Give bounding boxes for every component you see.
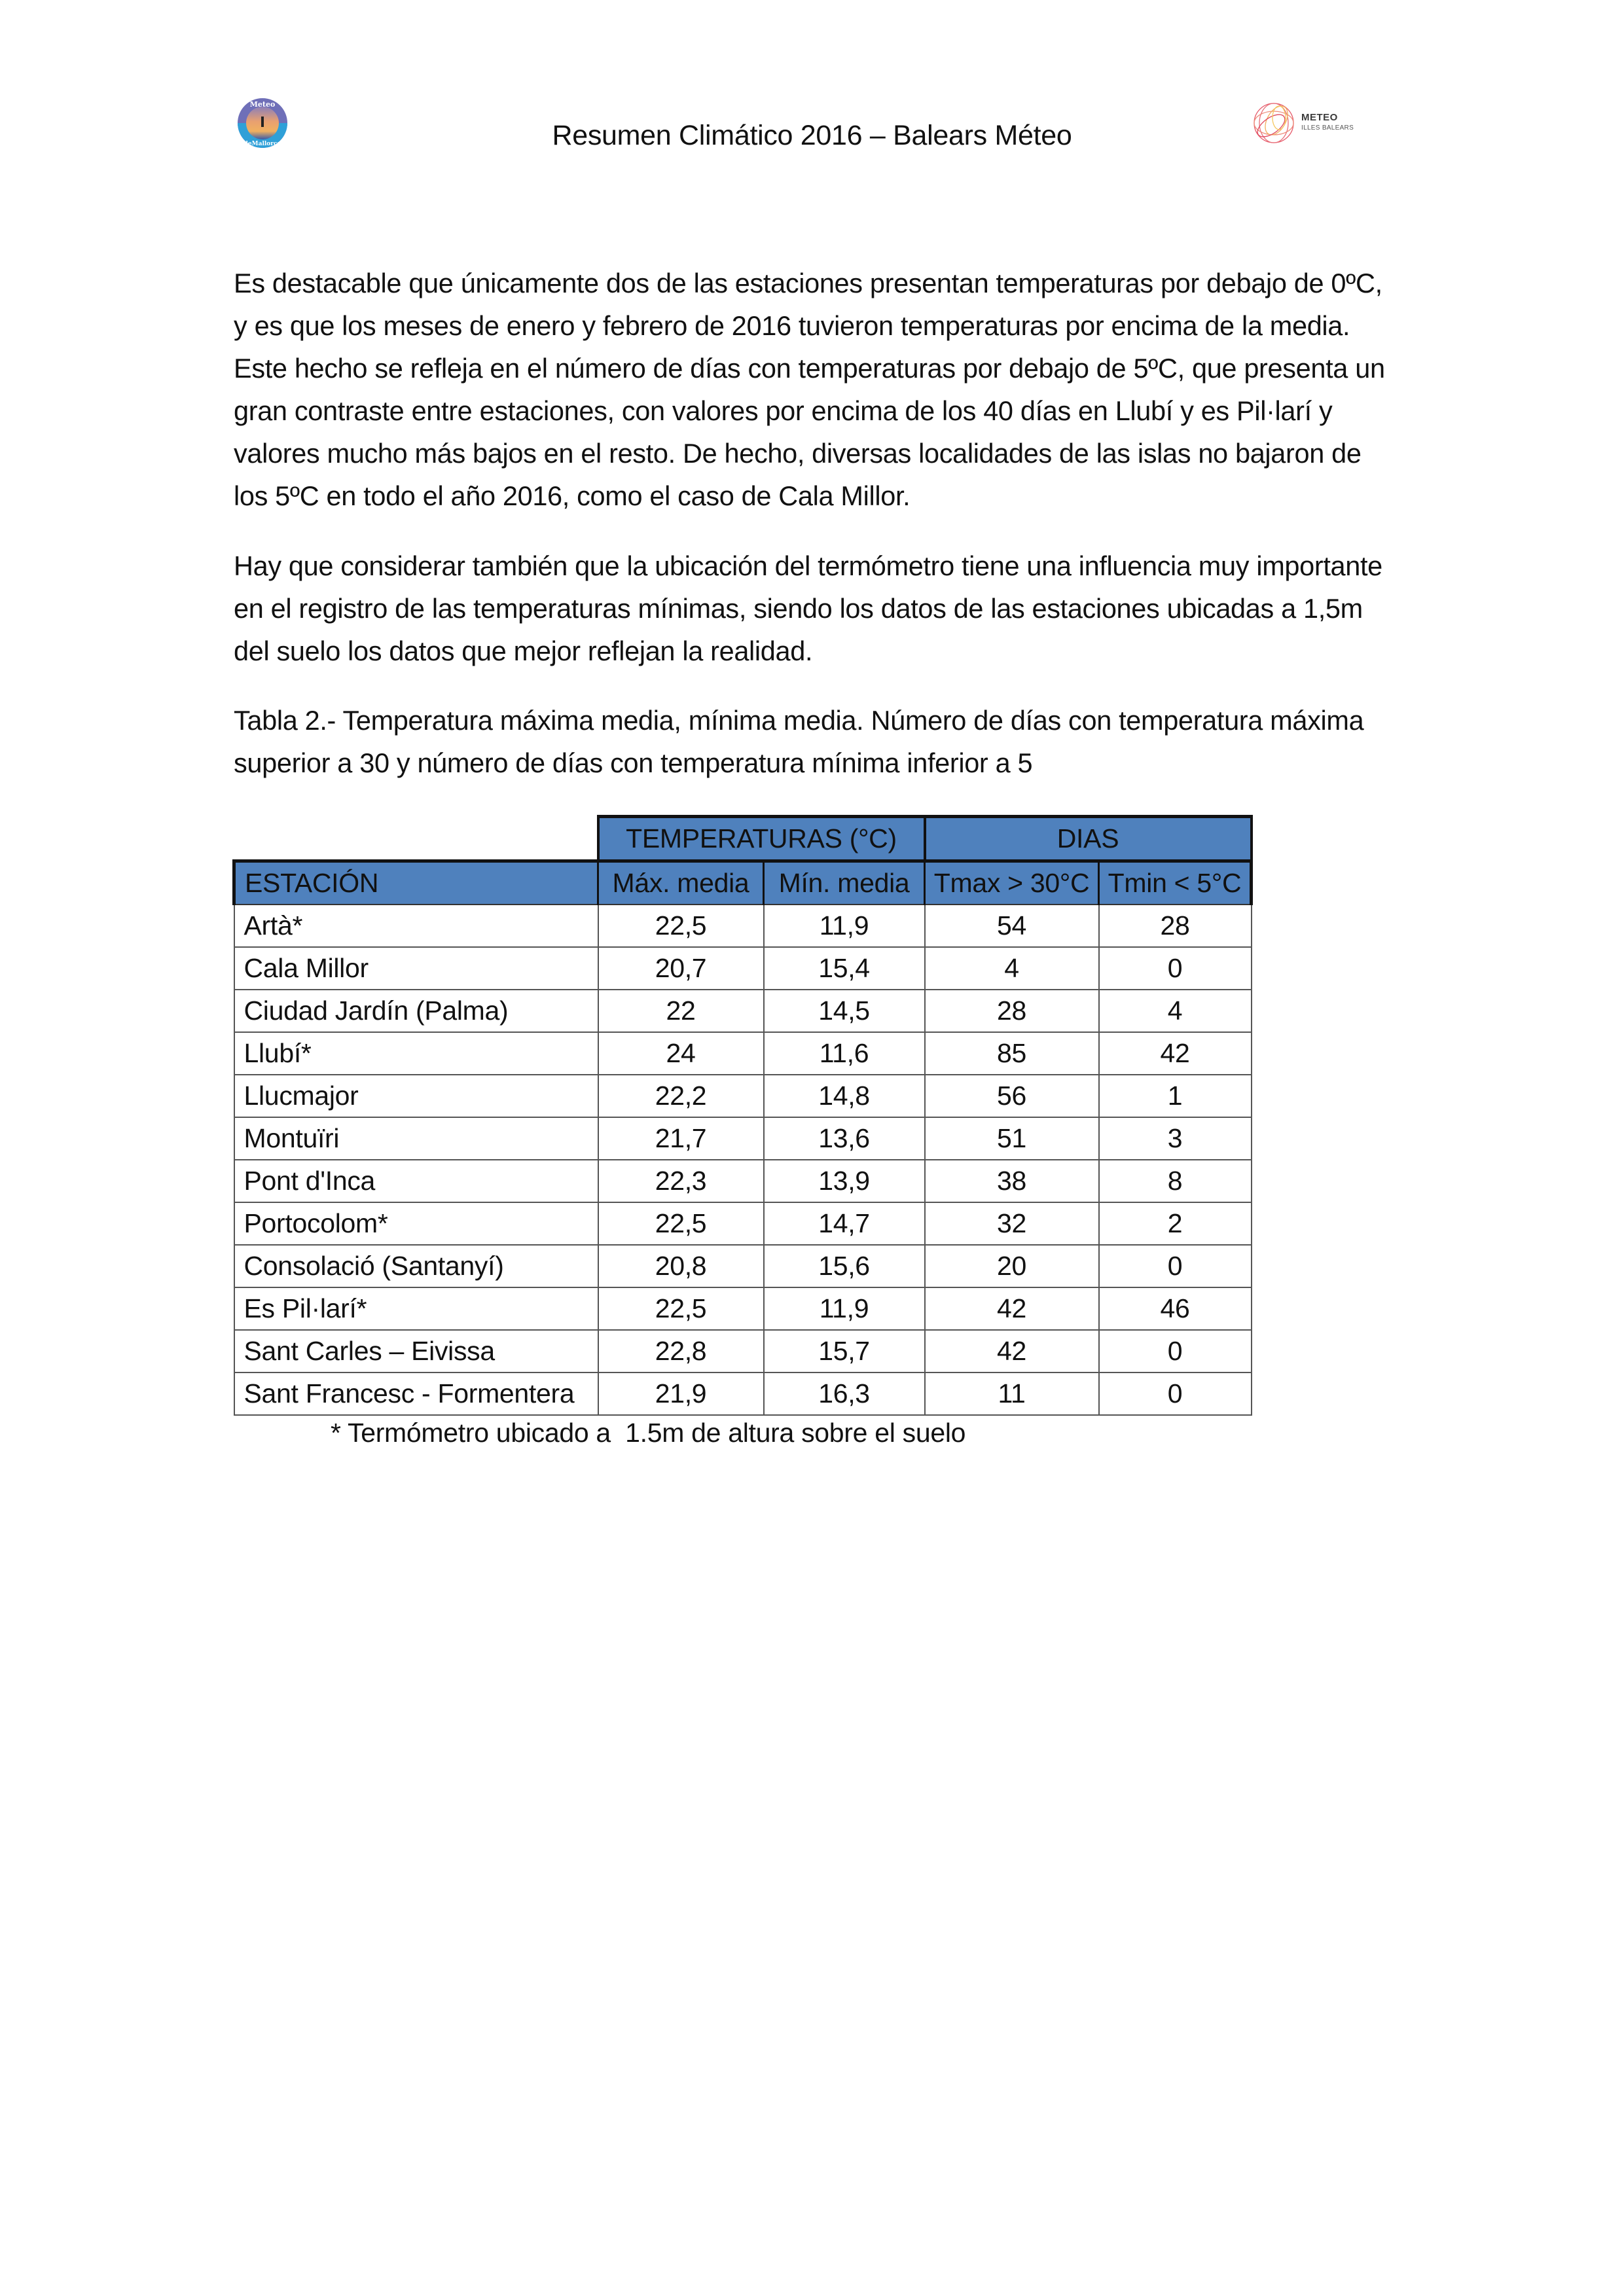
station-name: Portocolom* [234, 1202, 598, 1245]
days-tmax-over-30: 85 [925, 1032, 1099, 1075]
table-row [234, 1330, 1252, 1372]
min-mean-value: 15,6 [764, 1245, 925, 1287]
min-mean-value: 11,6 [764, 1032, 925, 1075]
group-header-row [234, 817, 1252, 861]
max-mean-value: 22,3 [598, 1160, 764, 1202]
svg-text:Meteo: Meteo [249, 100, 276, 109]
min-mean-value: 14,8 [764, 1075, 925, 1117]
station-name: Es Pil·larí* [234, 1287, 598, 1330]
days-tmin-under-5: 42 [1099, 1032, 1252, 1075]
max-mean-value: 24 [598, 1032, 764, 1075]
days-tmax-over-30: 4 [925, 947, 1099, 990]
min-mean-value: 14,7 [764, 1202, 925, 1245]
days-tmin-under-5: 1 [1099, 1075, 1252, 1117]
climate-table [232, 815, 1253, 1416]
group-header-temperatures: TEMPERATURAS (°C) [598, 817, 925, 861]
station-name: Montuïri [234, 1117, 598, 1160]
paragraph-intro: Es destacable que únicamente dos de las estaciones presentan temperaturas por debajo de 0ºC, y es que los meses de enero y febrero de 2016 tuvieron temperaturas por encima de la media. Este hecho se refleja en el número de días con temperaturas por debajo de 5ºC, que presenta un gran contraste entre estaciones, con valores por encima de los 40 días en Llubí y es Pil·larí y valores mucho más bajos en el resto. De hecho, diversas localidades de las islas no bajaron de los 5ºC en todo el año 2016, como el caso de Cala Millor. [234, 268, 1385, 511]
column-header-tmax-over-30: Tmax > 30°C [925, 861, 1099, 905]
days-tmax-over-30: 28 [925, 990, 1099, 1032]
column-header-min-mean: Mín. media [764, 861, 925, 905]
days-tmin-under-5: 3 [1099, 1117, 1252, 1160]
column-header-row [234, 861, 1252, 905]
days-tmax-over-30: 42 [925, 1330, 1099, 1372]
table-row [234, 1032, 1252, 1075]
table-row [234, 990, 1252, 1032]
max-mean-value: 22,5 [598, 1202, 764, 1245]
max-mean-value: 22,8 [598, 1330, 764, 1372]
svg-text:deMallorca: deMallorca [244, 141, 281, 147]
days-tmin-under-5: 46 [1099, 1287, 1252, 1330]
group-header-days: DIAS [925, 817, 1252, 861]
table-caption: Tabla 2.- Temperatura máxima media, mínima media. Número de días con temperatura máxima superior a 30 y número de días con temperatura mínima inferior a 5 [234, 705, 1364, 778]
max-mean-value: 22,2 [598, 1075, 764, 1117]
table-row [234, 1245, 1252, 1287]
column-header-max-mean: Máx. media [598, 861, 764, 905]
station-name: Sant Francesc - Formentera [234, 1372, 598, 1415]
station-name: Artà* [234, 905, 598, 947]
max-mean-value: 20,8 [598, 1245, 764, 1287]
min-mean-value: 11,9 [764, 1287, 925, 1330]
days-tmax-over-30: 54 [925, 905, 1099, 947]
days-tmin-under-5: 0 [1099, 947, 1252, 990]
table-row [234, 905, 1252, 947]
station-name: Pont d'Inca [234, 1160, 598, 1202]
table-row [234, 1202, 1252, 1245]
paragraph-thermometer: Hay que considerar también que la ubicación del termómetro tiene una influencia muy importante en el registro de las temperaturas mínimas, siendo los datos de las estaciones ubicadas a 1,5m del suelo los datos que mejor reflejan la realidad. [234, 550, 1382, 666]
column-header-tmin-under-5: Tmin < 5°C [1099, 861, 1252, 905]
table-row [234, 947, 1252, 990]
days-tmin-under-5: 4 [1099, 990, 1252, 1032]
max-mean-value: 20,7 [598, 947, 764, 990]
min-mean-value: 13,9 [764, 1160, 925, 1202]
blank-corner-cell [234, 817, 598, 861]
days-tmin-under-5: 2 [1099, 1202, 1252, 1245]
min-mean-value: 15,4 [764, 947, 925, 990]
station-name: Sant Carles – Eivissa [234, 1330, 598, 1372]
days-tmax-over-30: 11 [925, 1372, 1099, 1415]
table-row [234, 1160, 1252, 1202]
days-tmin-under-5: 28 [1099, 905, 1252, 947]
days-tmax-over-30: 32 [925, 1202, 1099, 1245]
days-tmin-under-5: 0 [1099, 1330, 1252, 1372]
days-tmin-under-5: 0 [1099, 1372, 1252, 1415]
logo-wordmark-illes-balears: ILLES BALEARS [1301, 124, 1354, 132]
days-tmin-under-5: 8 [1099, 1160, 1252, 1202]
max-mean-value: 22,5 [598, 905, 764, 947]
table-body [234, 905, 1252, 1415]
logo-wordmark-meteo: METEO [1301, 112, 1338, 123]
column-header-station: ESTACIÓN [234, 861, 598, 905]
station-name: Llucmajor [234, 1075, 598, 1117]
min-mean-value: 13,6 [764, 1117, 925, 1160]
max-mean-value: 21,9 [598, 1372, 764, 1415]
max-mean-value: 21,7 [598, 1117, 764, 1160]
days-tmax-over-30: 20 [925, 1245, 1099, 1287]
min-mean-value: 14,5 [764, 990, 925, 1032]
meteo-illes-balears-logo [1250, 98, 1368, 151]
days-tmax-over-30: 56 [925, 1075, 1099, 1117]
table-footnote: * Termómetro ubicado a 1.5m de altura sobre el suelo [331, 1418, 966, 1448]
station-name: Llubí* [234, 1032, 598, 1075]
max-mean-value: 22 [598, 990, 764, 1032]
min-mean-value: 16,3 [764, 1372, 925, 1415]
max-mean-value: 22,5 [598, 1287, 764, 1330]
min-mean-value: 11,9 [764, 905, 925, 947]
days-tmax-over-30: 38 [925, 1160, 1099, 1202]
page-header-title: Resumen Climático 2016 – Balears Méteo [552, 120, 1072, 151]
days-tmax-over-30: 42 [925, 1287, 1099, 1330]
days-tmax-over-30: 51 [925, 1117, 1099, 1160]
station-name: Consolació (Santanyí) [234, 1245, 598, 1287]
days-tmin-under-5: 0 [1099, 1245, 1252, 1287]
station-name: Cala Millor [234, 947, 598, 990]
table-row [234, 1075, 1252, 1117]
station-name: Ciudad Jardín (Palma) [234, 990, 598, 1032]
table-row [234, 1287, 1252, 1330]
table-row [234, 1372, 1252, 1415]
min-mean-value: 15,7 [764, 1330, 925, 1372]
table-row [234, 1117, 1252, 1160]
